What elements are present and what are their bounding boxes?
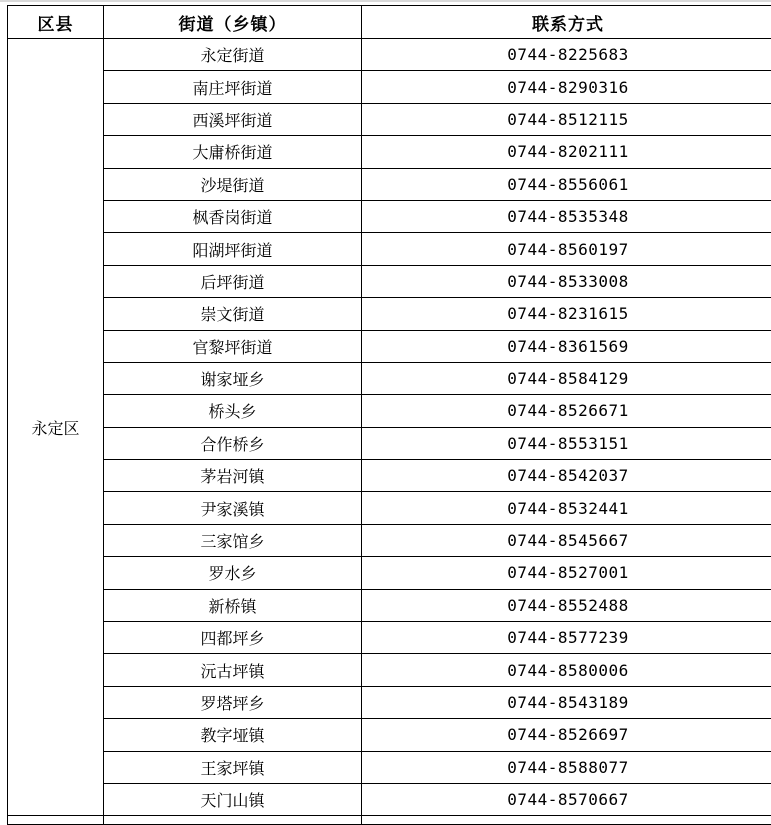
street-cell: 阳湖坪街道 [104, 233, 362, 265]
street-cell: 后坪街道 [104, 265, 362, 297]
table-row [8, 524, 771, 556]
phone-cell: 0744-8553151 [362, 427, 771, 459]
street-cell: 合作桥乡 [104, 427, 362, 459]
table-row [8, 39, 771, 71]
table-row [8, 233, 771, 265]
street-cell: 崇文街道 [104, 298, 362, 330]
street-cell: 谢家垭乡 [104, 362, 362, 394]
table-header [8, 6, 771, 39]
phone-cell: 0744-8225683 [362, 39, 771, 71]
empty-cell [362, 816, 771, 825]
table-row [8, 460, 771, 492]
table-row [8, 654, 771, 686]
phone-cell: 0744-8584129 [362, 362, 771, 394]
street-cell: 官黎坪街道 [104, 330, 362, 362]
table-row [8, 71, 771, 103]
header-contact: 联系方式 [362, 6, 771, 39]
street-cell: 新桥镇 [104, 589, 362, 621]
table-row [8, 622, 771, 654]
empty-cell [8, 816, 104, 825]
phone-cell: 0744-8526697 [362, 719, 771, 751]
table-row [8, 103, 771, 135]
district-cell: 永定区 [8, 39, 104, 816]
header-district: 区县 [8, 6, 104, 39]
street-cell: 永定街道 [104, 39, 362, 71]
street-cell: 南庄坪街道 [104, 71, 362, 103]
table-row [8, 168, 771, 200]
street-cell: 枫香岗街道 [104, 200, 362, 232]
table-row [8, 395, 771, 427]
table-body [8, 39, 771, 825]
street-cell: 茅岩河镇 [104, 460, 362, 492]
phone-cell: 0744-8545667 [362, 524, 771, 556]
table-row [8, 751, 771, 783]
phone-cell: 0744-8560197 [362, 233, 771, 265]
table-row [8, 200, 771, 232]
phone-cell: 0744-8290316 [362, 71, 771, 103]
street-cell: 王家坪镇 [104, 751, 362, 783]
table-row [8, 719, 771, 751]
empty-cell [104, 816, 362, 825]
phone-cell: 0744-8512115 [362, 103, 771, 135]
street-cell: 沙堤街道 [104, 168, 362, 200]
street-cell: 西溪坪街道 [104, 103, 362, 135]
street-cell: 教字垭镇 [104, 719, 362, 751]
phone-cell: 0744-8542037 [362, 460, 771, 492]
street-cell: 尹家溪镇 [104, 492, 362, 524]
phone-cell: 0744-8577239 [362, 622, 771, 654]
phone-cell: 0744-8532441 [362, 492, 771, 524]
phone-cell: 0744-8527001 [362, 557, 771, 589]
street-cell: 罗塔坪乡 [104, 686, 362, 718]
street-cell: 四都坪乡 [104, 622, 362, 654]
phone-cell: 0744-8552488 [362, 589, 771, 621]
contact-table [7, 5, 771, 825]
street-cell: 三家馆乡 [104, 524, 362, 556]
street-cell: 沅古坪镇 [104, 654, 362, 686]
phone-cell: 0744-8588077 [362, 751, 771, 783]
phone-cell: 0744-8543189 [362, 686, 771, 718]
top-divider [0, 0, 771, 2]
table-row [8, 298, 771, 330]
table-row [8, 783, 771, 815]
table-row [8, 362, 771, 394]
phone-cell: 0744-8361569 [362, 330, 771, 362]
table-row [8, 265, 771, 297]
table-row [8, 492, 771, 524]
street-cell: 罗水乡 [104, 557, 362, 589]
header-row [8, 6, 771, 39]
table-row [8, 589, 771, 621]
header-street: 街道（乡镇） [104, 6, 362, 39]
phone-cell: 0744-8580006 [362, 654, 771, 686]
phone-cell: 0744-8570667 [362, 783, 771, 815]
phone-cell: 0744-8202111 [362, 136, 771, 168]
street-cell: 桥头乡 [104, 395, 362, 427]
phone-cell: 0744-8535348 [362, 200, 771, 232]
street-cell: 大庸桥街道 [104, 136, 362, 168]
table-row-partial [8, 816, 771, 825]
table-row [8, 557, 771, 589]
table-row [8, 427, 771, 459]
phone-cell: 0744-8231615 [362, 298, 771, 330]
phone-cell: 0744-8556061 [362, 168, 771, 200]
phone-cell: 0744-8533008 [362, 265, 771, 297]
street-cell: 天门山镇 [104, 783, 362, 815]
table-row [8, 136, 771, 168]
table-row [8, 330, 771, 362]
table-row [8, 686, 771, 718]
phone-cell: 0744-8526671 [362, 395, 771, 427]
